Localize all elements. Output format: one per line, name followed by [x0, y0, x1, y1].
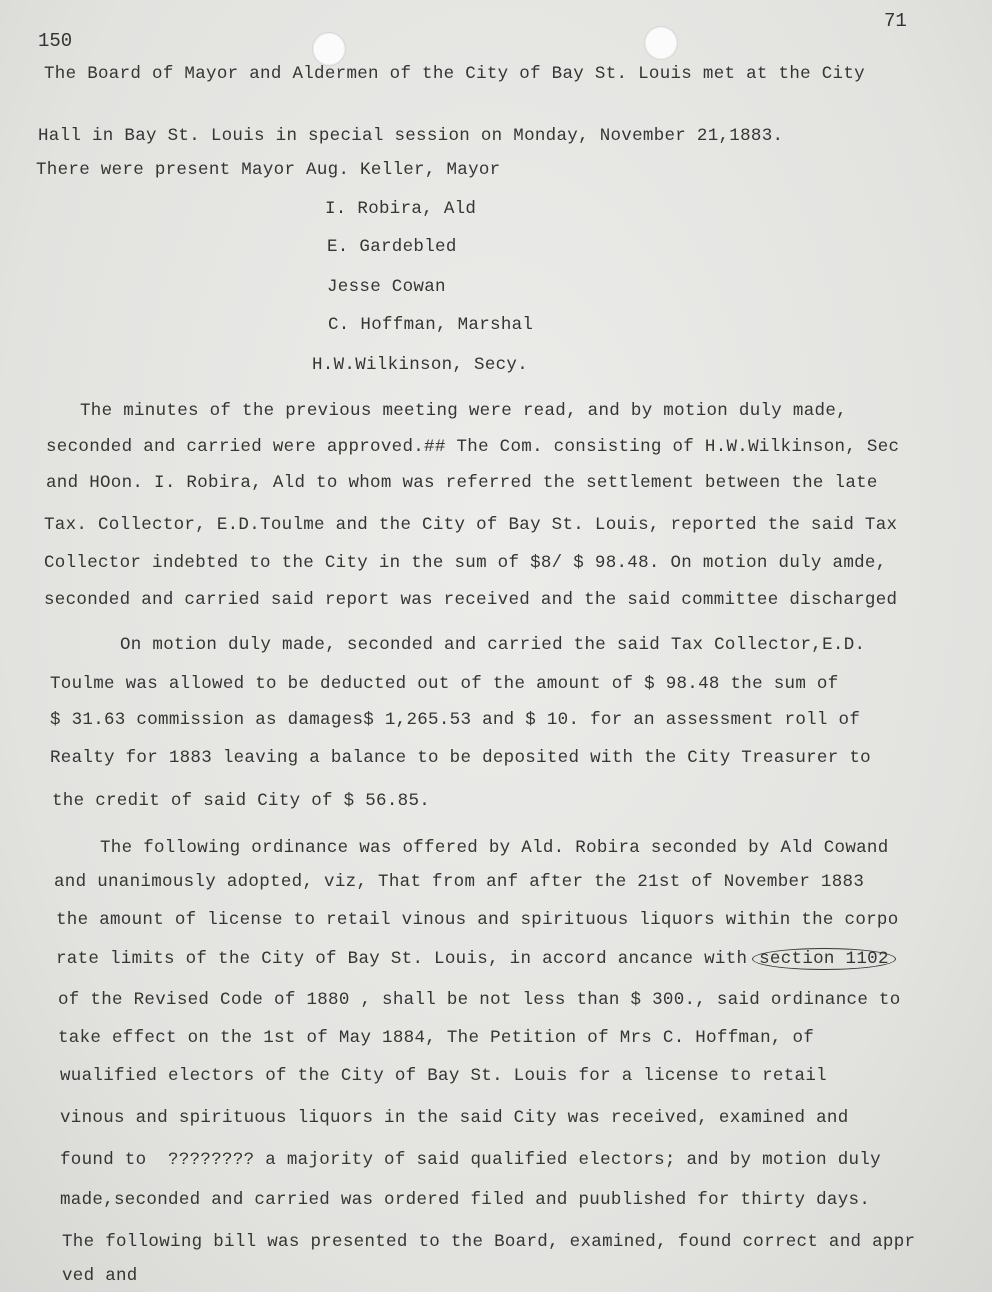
text-line: Realty for 1883 leaving a balance to be deposited with the City Treasurer to: [50, 748, 871, 768]
text-line: and unanimously adopted, viz, That from anf after the 21st of November 1883: [54, 872, 865, 892]
page-number-right: 71: [884, 10, 907, 32]
punch-hole-right: [644, 26, 678, 60]
text-line: rate limits of the City of Bay St. Louis, in accord ancance with: [56, 949, 748, 969]
text-line: H.W.Wilkinson, Secy.: [312, 355, 529, 375]
text-line: vinous and spirituous liquors in the said City was received, examined and: [60, 1108, 849, 1128]
text-line: $ 31.63 commission as damages$ 1,265.53 and $ 10. for an assessment roll of: [50, 710, 861, 730]
text-line: wualified electors of the City of Bay St. Louis for a license to retail: [60, 1066, 827, 1086]
text-line: The following ordinance was offered by Ald. Robira seconded by Ald Cowand: [100, 838, 889, 858]
text-line: the amount of license to retail vinous and spirituous liquors within the corpo: [56, 910, 899, 930]
text-line: seconded and carried were approved.## The Com. consisting of H.W.Wilkinson, Sec: [46, 437, 900, 457]
text-line: the credit of said City of $ 56.85.: [52, 791, 431, 811]
page-number-left: 150: [38, 30, 73, 52]
text-line: made,seconded and carried was ordered filed and puublished for thirty days.: [60, 1190, 871, 1210]
text-line: ved and: [62, 1266, 138, 1286]
text-line: of the Revised Code of 1880 , shall be not less than $ 300., said ordinance to: [58, 990, 901, 1010]
text-line-with-circle: [56, 948, 896, 970]
text-line: The Board of Mayor and Aldermen of the City of Bay St. Louis met at the City: [44, 64, 865, 84]
text-line: and HOon. I. Robira, Ald to whom was referred the settlement between the late: [46, 473, 878, 493]
punch-hole-left: [312, 32, 346, 66]
text-line: The minutes of the previous meeting were read, and by motion duly made,: [80, 401, 847, 421]
text-line: The following bill was presented to the Board, examined, found correct and appr: [62, 1232, 916, 1252]
text-line: take effect on the 1st of May 1884, The Petition of Mrs C. Hoffman, of: [58, 1028, 815, 1048]
text-line: There were present Mayor Aug. Keller, Mayor: [36, 160, 501, 180]
text-line: found to ???????? a majority of said qualified electors; and by motion duly: [60, 1150, 881, 1170]
text-line: Hall in Bay St. Louis in special session on Monday, November 21,1883.: [38, 126, 784, 146]
text-line: I. Robira, Ald: [325, 199, 477, 219]
text-line: seconded and carried said report was received and the said committee discharged: [44, 590, 898, 610]
text-line: Jesse Cowan: [327, 277, 446, 297]
text-line: On motion duly made, seconded and carried the said Tax Collector,E.D.: [120, 635, 866, 655]
text-line: C. Hoffman, Marshal: [328, 315, 534, 335]
text-line: Collector indebted to the City in the sum of $8/ $ 98.48. On motion duly amde,: [44, 553, 887, 573]
text-line: Tax. Collector, E.D.Toulme and the City of Bay St. Louis, reported the said Tax: [44, 515, 898, 535]
text-line: Toulme was allowed to be deducted out of the amount of $ 98.48 the sum of: [50, 674, 839, 694]
text-line: E. Gardebled: [327, 237, 457, 257]
circled-annotation: section 1102: [752, 948, 896, 970]
